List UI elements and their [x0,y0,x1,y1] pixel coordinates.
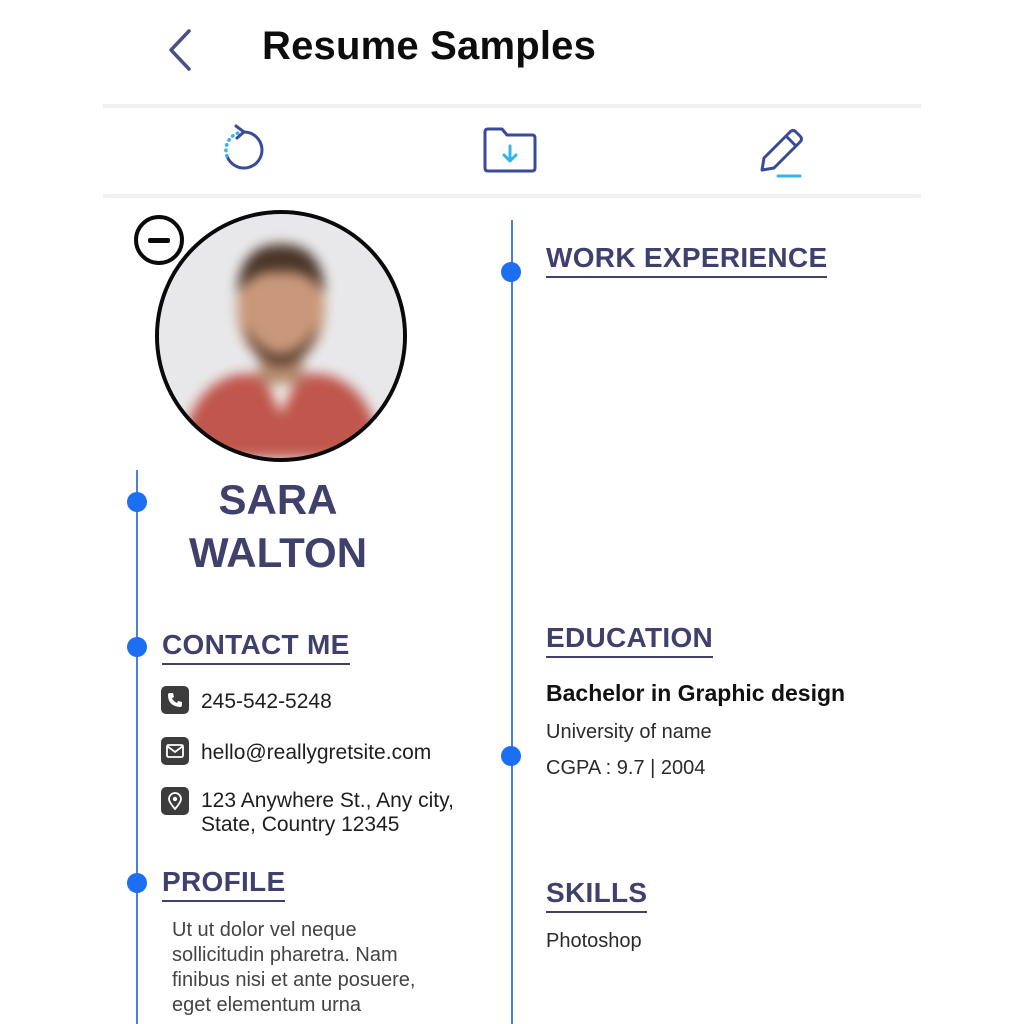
school-name: University of name [546,721,712,743]
phone-text: 245-542-5248 [201,690,332,713]
minus-icon [148,238,170,243]
skill-item: Photoshop [546,930,642,952]
phone-icon [161,686,189,714]
refresh-icon [216,122,272,178]
timeline-dot [501,746,521,766]
last-name: WALTON [188,529,368,576]
email-icon [161,737,189,765]
remove-photo-button[interactable] [134,215,184,265]
education-heading: EDUCATION [546,622,713,658]
pencil-icon [748,120,808,180]
profile-photo[interactable] [155,210,407,462]
download-button[interactable] [470,115,550,185]
profile-heading: PROFILE [162,866,285,902]
page-title: Resume Samples [262,24,597,68]
degree-title: Bachelor in Graphic design [546,680,846,706]
edit-button[interactable] [738,115,818,185]
education-detail: CGPA : 9.7 | 2004 [546,757,706,779]
refresh-button[interactable] [204,115,284,185]
toolbar-divider [103,194,921,198]
first-name: SARA [218,476,338,523]
email-text: hello@reallygretsite.com [201,741,432,764]
profile-line: eget elementum urna [172,994,362,1016]
profile-line: finibus nisi et ante posuere, [172,969,416,991]
timeline-dot [127,873,147,893]
contact-heading: CONTACT ME [162,629,350,665]
right-timeline [511,220,513,1024]
profile-text [172,918,472,1018]
address-line-1: 123 Anywhere St., Any city, [201,789,454,812]
address-line-2: State, Country 12345 [201,813,400,836]
location-icon [161,787,189,815]
chevron-left-icon [165,27,195,73]
person-photo-icon [159,214,403,458]
folder-download-icon [480,124,540,176]
work-heading: WORK EXPERIENCE [546,242,827,278]
header-divider [103,104,921,108]
skills-heading: SKILLS [546,877,647,913]
profile-line: sollicitudin pharetra. Nam [172,944,398,966]
left-timeline [136,470,138,1024]
profile-line: Ut ut dolor vel neque [172,919,357,941]
timeline-dot [127,637,147,657]
back-button[interactable] [158,22,202,78]
timeline-dot [501,262,521,282]
